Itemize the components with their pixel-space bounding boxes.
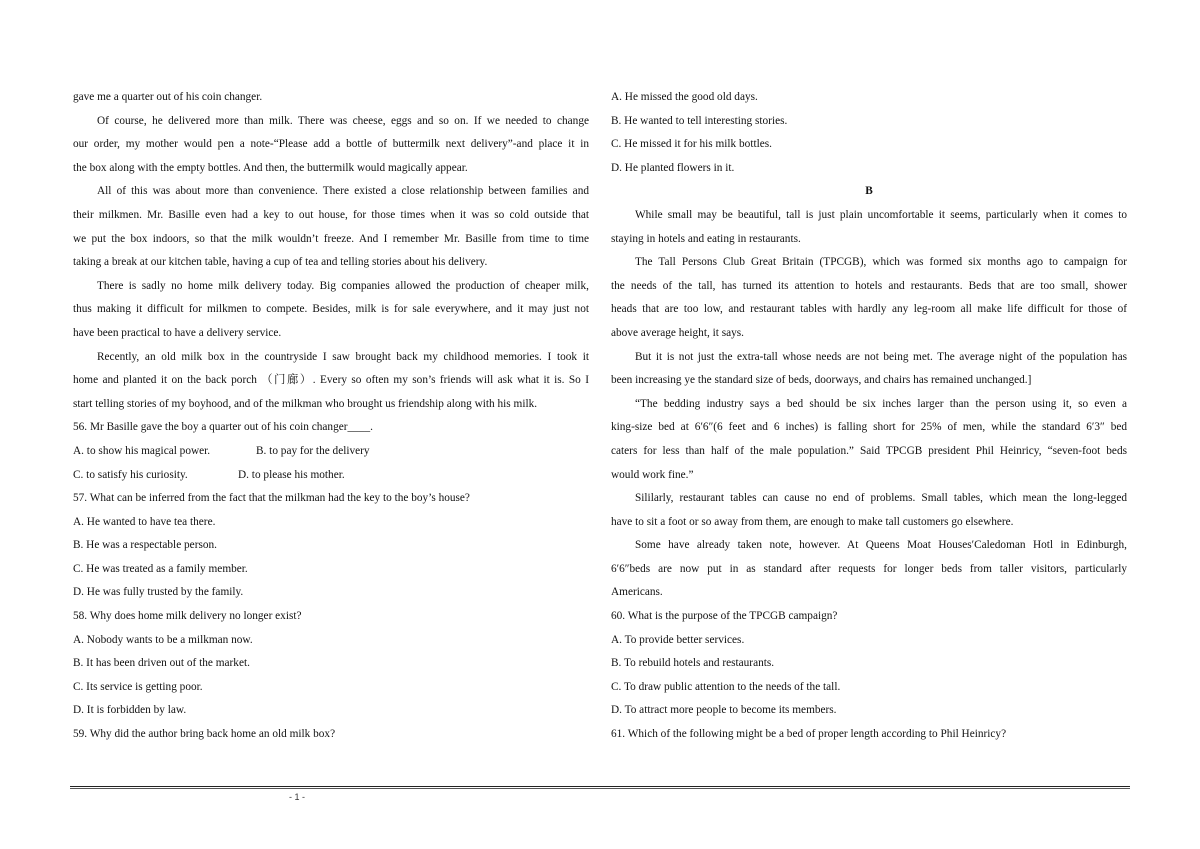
option-57b: B. He was a respectable person. [73, 539, 217, 552]
section-heading: B [865, 185, 873, 198]
option-60b: B. To rebuild hotels and restaurants. [611, 657, 775, 670]
text-line: have been practical to have a delivery service. [73, 326, 282, 339]
question-56-options-row1 [73, 440, 589, 464]
option-58d: D. It is forbidden by law. [73, 704, 187, 717]
question-56: 56. Mr Basille gave the boy a quarter out of his coin changer____. [73, 421, 373, 434]
question-56-options-row2 [73, 464, 589, 488]
text-line: Some have already taken note, however. At Queens Moat Houses′Caledoman Hotl in Edinburgh, [635, 539, 1127, 552]
text-line: home and planted it on the back porch （门廊）. Every so often my son’s friends will ask what it is. So I [73, 374, 589, 387]
text-line: king-size bed at 6′6″(6 feet and 6 inches) is falling short for 25% of men, while the standard 6′3″ bed [611, 421, 1127, 434]
text-line: While small may be beautiful, tall is just plain uncomfortable it seems, particularly when it comes to [635, 208, 1127, 221]
question-57: 57. What can be inferred from the fact that the milkman had the key to the boy’s house? [73, 492, 470, 505]
text-line: 6′6″beds are now put in as standard after requests for longer beds from taller visitors, particularly [611, 562, 1127, 575]
footer-rule [70, 786, 1130, 787]
question-61: 61. Which of the following might be a bed of proper length according to Phil Heinricy? [611, 728, 1007, 741]
right-column [611, 86, 1127, 747]
text-line: start telling stories of my boyhood, and of the milkman who brought us friendship along with his milk. [73, 397, 538, 410]
text-line: been increasing ye the standard size of beds, doorways, and chairs has remained unchanged.] [611, 374, 1032, 387]
option-57d: D. He was fully trusted by the family. [73, 586, 244, 599]
option-59d: D. He planted flowers in it. [611, 161, 735, 174]
text-line: There is sadly no home milk delivery today. Big companies allowed the production of cheaper milk, [97, 279, 589, 292]
text-line: Americans. [611, 586, 663, 599]
option-60d: D. To attract more people to become its members. [611, 704, 837, 717]
text-line: But it is not just the extra-tall whose needs are not being met. The average night of the population has [635, 350, 1127, 363]
text-line: All of this was about more than convenience. There existed a close relationship between families and [97, 185, 589, 198]
text-line: the box along with the empty bottles. And then, the buttermilk would magically appear. [73, 161, 468, 174]
text-line: thus making it difficult for milkmen to compete. Besides, milk is for sale everywhere, and it may just not [73, 303, 589, 316]
option-56b: B. to pay for the delivery [256, 444, 370, 457]
text-line: have to sit a foot or so away from them, are enough to make tall customers go elsewhere. [611, 515, 1014, 528]
text-line: heads that are too low, and restaurant tables with hardly any leg-room all make life difficult for those of [611, 303, 1127, 316]
text-line: the needs of the tall, has turned its attention to hotels and restaurants. Beds that are too small, shower [611, 279, 1127, 292]
text-line: “The bedding industry says a bed should be six inches larger than the person using it, so even a [635, 397, 1127, 410]
option-59a: A. He missed the good old days. [611, 91, 758, 103]
text-line: Of course, he delivered more than milk. There was cheese, eggs and so on. If we needed to change [97, 114, 589, 127]
footer-rule-secondary [70, 788, 1130, 789]
option-59b: B. He wanted to tell interesting stories. [611, 114, 788, 127]
text-line: our order, my mother would pen a note-“Please add a bottle of buttermilk next delivery”-and place it in [73, 138, 589, 151]
text-line: we put the box indoors, so that the milk wouldn’t freeze. And I remember Mr. Basille from time to time [73, 232, 589, 245]
text-line: Recently, an old milk box in the countryside I saw brought back my childhood memories. I took it [97, 350, 589, 363]
question-59: 59. Why did the author bring back home an old milk box? [73, 728, 336, 741]
option-57c: C. He was treated as a family member. [73, 562, 248, 575]
text-line: caters for less than half of the male population.” Said TPCGB president Phil Heinricy, “seven-foot beds [611, 444, 1127, 457]
option-59c: C. He missed it for his milk bottles. [611, 138, 772, 151]
left-column [73, 86, 589, 747]
option-60a: A. To provide better services. [611, 633, 745, 646]
text-line: their milkmen. Mr. Basille even had a key to out house, for those times when it was so cold outside that [73, 208, 589, 221]
text-line: staying in hotels and eating in restaurants. [611, 232, 801, 245]
option-56c: C. to satisfy his curiosity. [73, 468, 188, 481]
question-60: 60. What is the purpose of the TPCGB campaign? [611, 610, 838, 623]
option-58a: A. Nobody wants to be a milkman now. [73, 633, 253, 646]
option-56a: A. to show his magical power. [73, 444, 211, 457]
option-58b: B. It has been driven out of the market. [73, 657, 250, 670]
option-60c: C. To draw public attention to the needs of the tall. [611, 680, 841, 693]
text-line: gave me a quarter out of his coin changer. [73, 91, 263, 103]
page-number: - 1 - [289, 792, 306, 802]
text-line: taking a break at our kitchen table, having a cup of tea and telling stories about his delivery. [73, 256, 488, 269]
option-58c: C. Its service is getting poor. [73, 680, 203, 693]
question-58: 58. Why does home milk delivery no longer exist? [73, 610, 302, 623]
text-line: Sililarly, restaurant tables can cause no end of problems. Small tables, which mean the long-legged [635, 492, 1127, 505]
text-line: would work fine.” [611, 468, 694, 481]
option-56d: D. to please his mother. [238, 468, 345, 481]
text-line: above average height, it says. [611, 326, 745, 339]
text-line: The Tall Persons Club Great Britain (TPCGB), which was formed six months ago to campaign for [635, 256, 1127, 269]
option-57a: A. He wanted to have tea there. [73, 515, 216, 528]
